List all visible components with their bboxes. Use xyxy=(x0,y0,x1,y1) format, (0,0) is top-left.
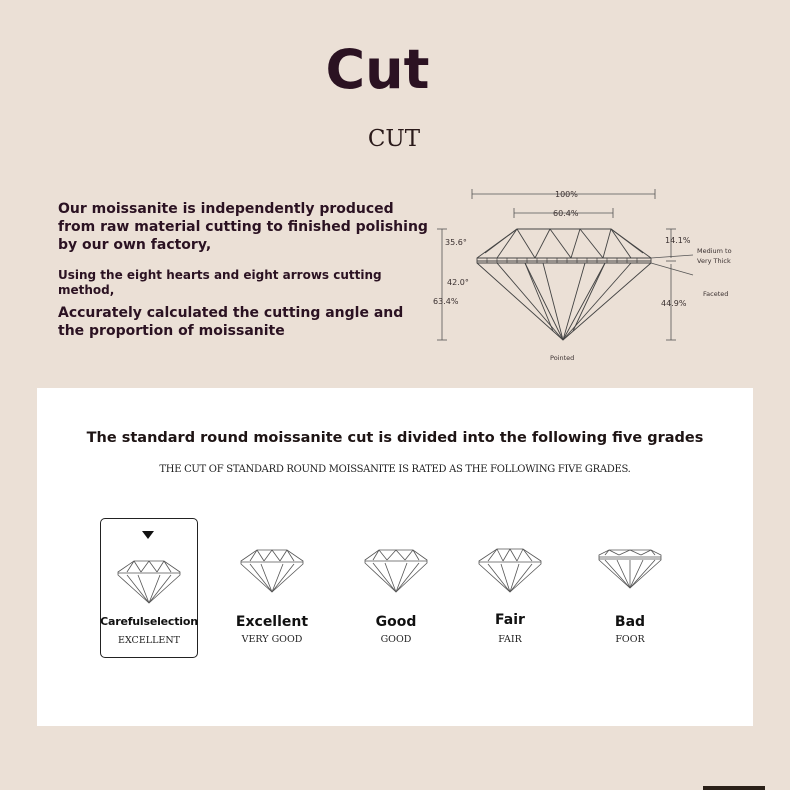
diamond-icon xyxy=(237,546,307,594)
diamond-icon xyxy=(595,546,665,594)
page-subtitle: CUT xyxy=(367,126,421,152)
intro-paragraph-2: Using the eight hearts and eight arrows cutting method, xyxy=(58,268,382,297)
grade-name: Fair xyxy=(495,612,525,628)
grade-name: Good xyxy=(375,614,417,630)
grades-panel xyxy=(37,388,753,726)
faceted-label: Faceted xyxy=(703,290,729,298)
grade-bad[interactable] xyxy=(582,518,678,656)
grade-sub: VERY GOOD xyxy=(241,634,303,645)
culet-label: Pointed xyxy=(550,354,575,362)
grade-name: Excellent xyxy=(235,614,309,630)
grade-fair[interactable] xyxy=(462,518,558,656)
girdle-label-2: Very Thick xyxy=(697,257,731,265)
diamond-icon xyxy=(475,546,545,594)
crown-height-label: 14.1% xyxy=(665,236,691,245)
grades-subtitle: THE CUT OF STANDARD ROUND MOISSANITE IS RATED AS THE FOLLOWING FIVE GRADES. xyxy=(159,464,631,475)
grade-sub: GOOD xyxy=(380,634,412,645)
diamond-icon xyxy=(361,546,431,594)
intro-paragraph-3: Accurately calculated the cutting angle and the proportion of moissanite xyxy=(58,305,404,339)
total-depth-label: 63.4% xyxy=(433,297,459,306)
diamond-proportion-diagram xyxy=(425,183,765,368)
page-title: Cut xyxy=(325,38,430,101)
grade-excellent[interactable] xyxy=(224,518,320,656)
grade-name: Carefulselection xyxy=(100,615,198,628)
grade-good[interactable] xyxy=(348,518,444,656)
grade-sub: FAIR xyxy=(498,634,522,645)
decorative-corner xyxy=(703,786,765,790)
girdle-label-1: Medium to xyxy=(697,247,732,255)
diamond-icon xyxy=(114,557,184,605)
intro-paragraph-1: Our moissanite is independently produced from raw material cutting to finished polishing by our own factory, xyxy=(58,201,428,253)
pavilion-angle-label: 42.0° xyxy=(447,278,469,287)
grade-sub: FOOR xyxy=(615,634,645,645)
pavilion-depth-label: 44.9% xyxy=(661,299,687,308)
total-width-label: 100% xyxy=(555,190,578,199)
table-width-label: 60.4% xyxy=(553,209,579,218)
crown-angle-label: 35.6° xyxy=(445,238,467,247)
grade-sub: EXCELLENT xyxy=(118,635,180,646)
selected-caret-icon xyxy=(142,531,154,539)
grade-careful-selection[interactable] xyxy=(100,518,198,658)
grades-title: The standard round moissanite cut is divided into the following five grades xyxy=(86,430,704,446)
grade-name: Bad xyxy=(614,614,646,630)
